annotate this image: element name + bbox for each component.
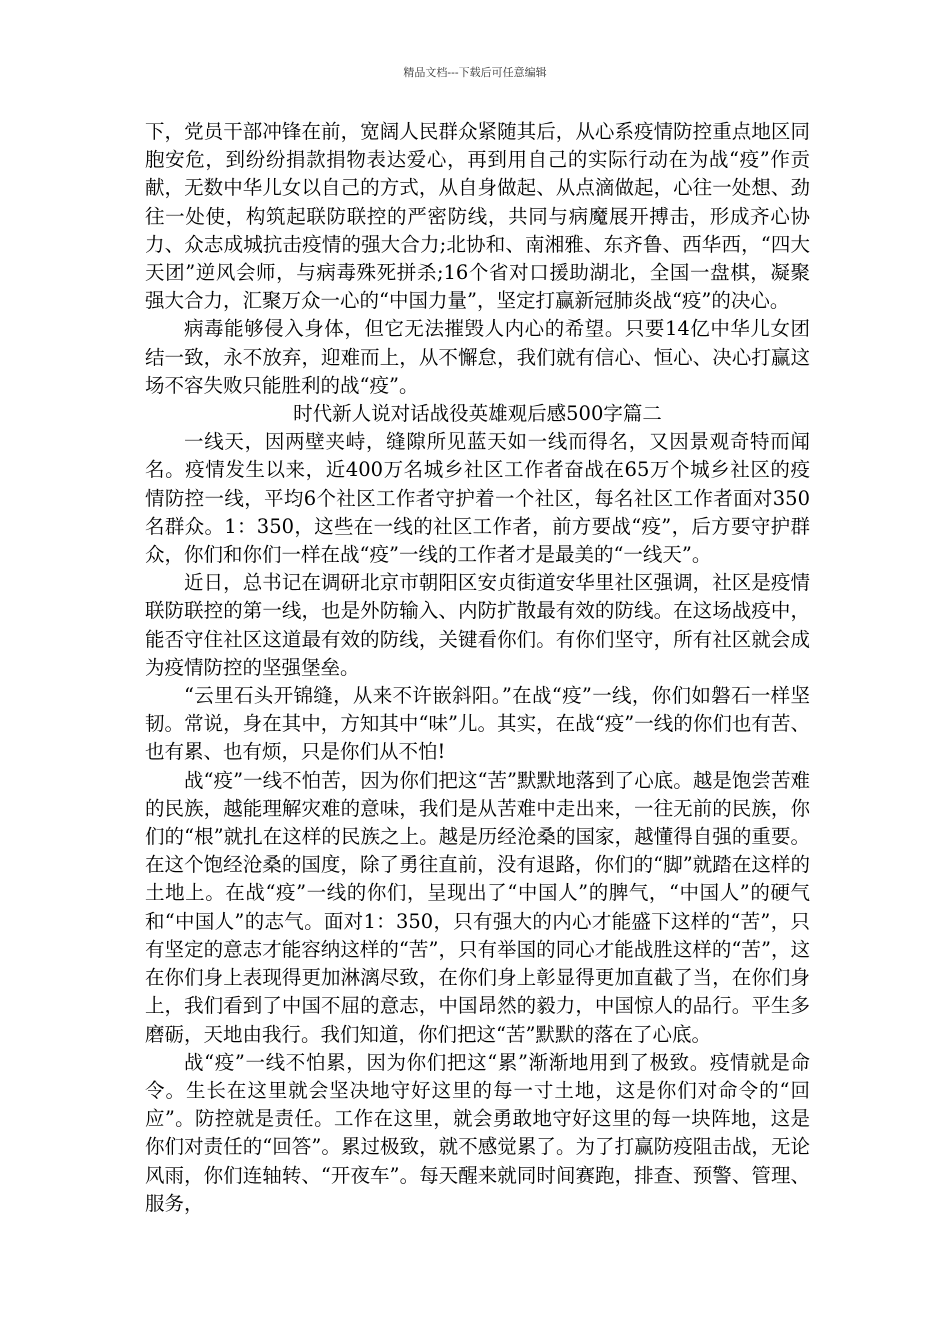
paragraph: “云里石头开锦缝，从来不许嵌斜阳。”在战“疫”一线，你们如磐石一样坚韧。常说，身在其中，方知其中“味”儿。其实，在战“疫”一线的你们也有苦、也有累、也有烦，只是你们从不怕! [145, 684, 810, 764]
paragraph: 一线天，因两壁夹峙，缝隙所见蓝天如一线而得名，又因景观奇特而闻名。疫情发生以来，近400万名城乡社区工作者奋战在65万个城乡社区的疫情防控一线，平均6个社区工作者守护着一个社区，每名社区工作者面对350名群众。1：350，这些在一线的社区工作者，前方要战“疫”，后方要守护群众，你们和你们一样在战“疫”一线的工作者才是最美的“一线天”。 [145, 430, 810, 567]
paragraph: 下，党员干部冲锋在前，宽阔人民群众紧随其后，从心系疫情防控重点地区同胞安危，到纷纷捐款捐物表达爱心，再到用自己的实际行动在为战“疫”作贡献，无数中华儿女以自己的方式，从自身做起、从点滴做起，心往一处想、劲往一处使，构筑起联防联控的严密防线，共同与病魔展开搏击，形成齐心协力、众志成城抗击疫情的强大合力;北协和、南湘雅、东齐鲁、西华西，“四大天团”逆风会师，与病毒殊死拼杀;16个省对口援助湖北，全国一盘棋，凝聚强大合力，汇聚万众一心的“中国力量”，坚定打赢新冠肺炎战“疫”的决心。 [145, 120, 810, 313]
document-body [145, 118, 810, 1218]
paragraph: 战“疫”一线不怕累，因为你们把这“累”渐渐地用到了极致。疫情就是命令。生长在这里就会坚决地守好这里的每一寸土地，这是你们对命令的“回应”。防控就是责任。工作在这里，就会勇敢地守好这里的每一块阵地，这是你们对责任的“回答”。累过极致，就不感觉累了。为了打赢防疫阻击战，无论风雨，你们连轴转、“开夜车”。每天醒来就同时间赛跑，排查、预警、管理、服务， [145, 1050, 810, 1215]
section-title: 时代新人说对话战役英雄观后感500字篇二 [293, 402, 662, 426]
paragraph: 战“疫”一线不怕苦，因为你们把这“苦”默默地落到了心底。越是饱尝苦难的民族，越能理解灾难的意味，我们是从苦难中走出来，一往无前的民族，你们的“根”就扎在这样的民族之上。越是历经沧桑的国家，越懂得自强的重要。在这个饱经沧桑的国度，除了勇往直前，没有退路，你们的“脚”就踏在这样的土地上。在战“疫”一线的你们，呈现出了“中国人”的脾气，“中国人”的硬气和“中国人”的志气。面对1：350，只有强大的内心才能盛下这样的“苦”，只有坚定的意志才能容纳这样的“苦”，只有举国的同心才能战胜这样的“苦”，这在你们身上表现得更加淋漓尽致，在你们身上彰显得更加直截了当，在你们身上，我们看到了中国不屈的意志，中国昂然的毅力，中国惊人的品行。平生多磨砺，天地由我行。我们知道，你们把这“苦”默默的落在了心底。 [145, 768, 810, 1046]
page-header: 精品文档---下载后可任意编辑 [403, 66, 547, 79]
paragraph: 病毒能够侵入身体，但它无法摧毁人内心的希望。只要14亿中华儿女团结一致，永不放弃，迎难而上，从不懈怠，我们就有信心、恒心、决心打赢这场不容失败只能胜利的战“疫”。 [145, 317, 810, 397]
paragraph: 近日，总书记在调研北京市朝阳区安贞街道安华里社区强调，社区是疫情联防联控的第一线，也是外防输入、内防扩散最有效的防线。在这场战疫中，能否守住社区这道最有效的防线，关键看你们。有你们坚守，所有社区就会成为疫情防控的坚强堡垒。 [145, 571, 810, 679]
